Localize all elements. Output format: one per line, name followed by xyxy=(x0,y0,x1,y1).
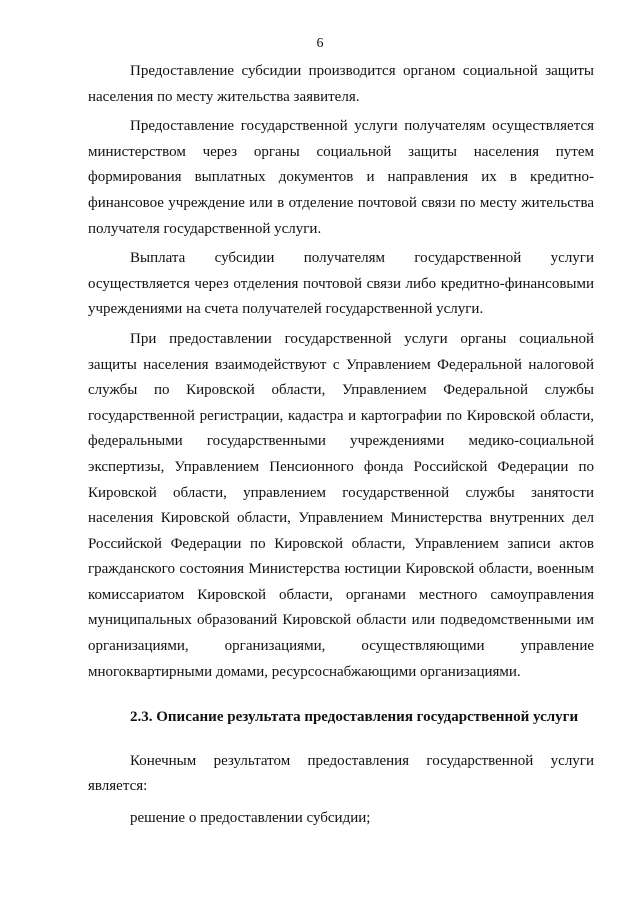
paragraph-payment: Выплата субсидии получателям государственной услуги осуществляется через отделения почтовой связи либо кредитно-финансовыми учреждениями на счета получателей государственной услуги. xyxy=(88,250,594,318)
section-heading: 2.3. Описание результата предоставления государственной услуги xyxy=(130,709,579,726)
document-body xyxy=(88,59,594,832)
paragraph-subsidy-authority: Предоставление субсидии производится органом социальной защиты населения по месту жительства заявителя. xyxy=(88,63,594,105)
paragraph-interaction: При предоставлении государственной услуги органы социальной защиты населения взаимодействуют с Управлением Федеральной налоговой службы по Кировской области, Управлением Федеральной службы государственной регистрации, кадастра и картографии по Кировской области, федеральными государственными учреждениями медико-социальной экспертизы, Управлением Пенсионного фонда Российской Федерации по Кировской области, управлением государственной службы занятости населения Кировской области, Управлением Министерства внутренних дел Российской Федерации по Кировской области, Управлением записи актов гражданского состояния Министерства юстиции Кировской области, военным комиссариатом Кировской области, органами местного самоуправления муниципальных образований Кировской области или подведомственными им организациями, организациями, осуществляющими управление многоквартирными домами, ресурсоснабжающими организациями. xyxy=(88,330,594,680)
paragraph-service-provision: Предоставление государственной услуги получателям осуществляется министерством через органы социальной защиты населения путем формирования выплатных документов и направления их в кредитно-финансовое учреждение или в отделение почтовой связи по месту жительства получателя государственной услуги. xyxy=(88,118,594,237)
paragraph-result-intro: Конечным результатом предоставления государственной услуги является: xyxy=(88,752,594,795)
page-number: 6 xyxy=(316,36,324,51)
result-item: решение о предоставлении субсидии; xyxy=(130,810,371,827)
